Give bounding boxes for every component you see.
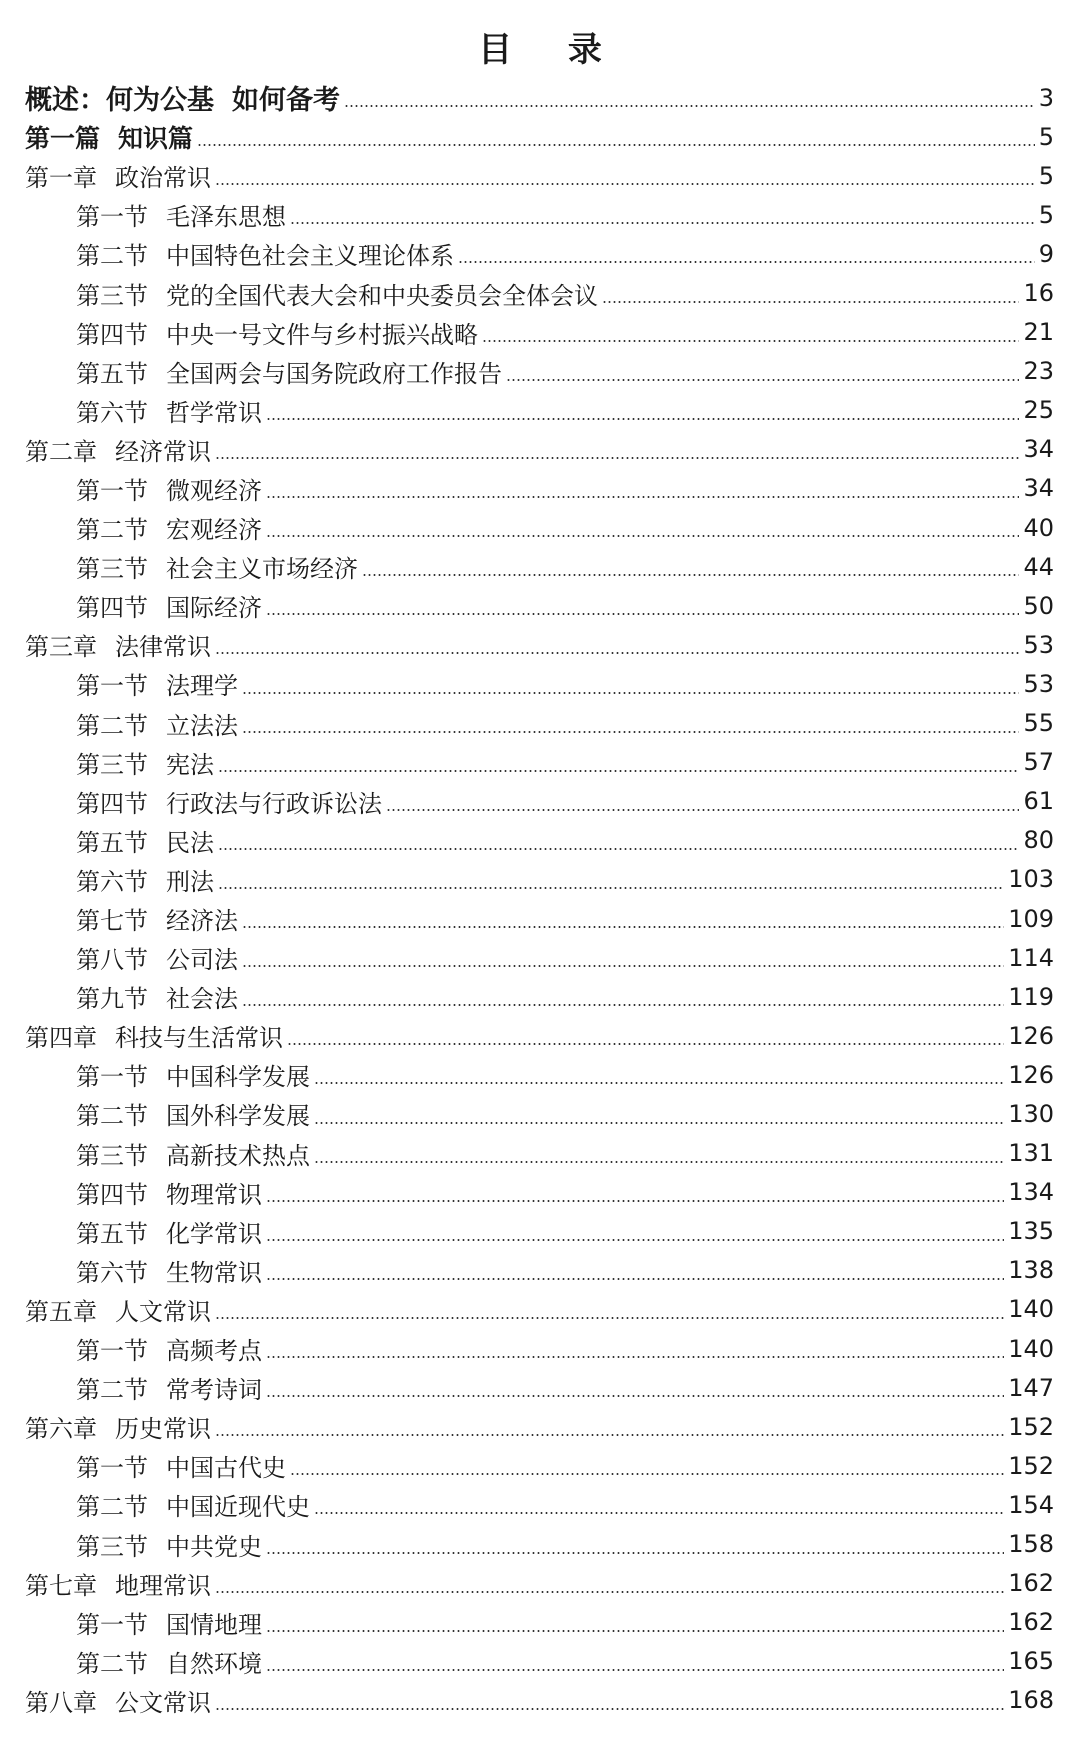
dot-leader (314, 1082, 1004, 1084)
toc-entry-page-number: 162 (1008, 1608, 1054, 1637)
toc-entry-page-number: 165 (1008, 1647, 1054, 1676)
toc-entry-number: 第一节 (76, 1610, 148, 1639)
toc-entry[interactable] (0, 508, 1080, 547)
toc-entry-title: 社会主义市场经济 (166, 555, 358, 584)
toc-entry-title: 全国两会与国务院政府工作报告 (166, 359, 502, 388)
toc-entry[interactable] (0, 1368, 1080, 1407)
toc-entry-number: 第一节 (76, 476, 148, 505)
toc-entry-title: 公文常识 (115, 1688, 211, 1717)
toc-entry-page-number: 61 (1023, 787, 1054, 816)
toc-entry[interactable] (0, 1485, 1080, 1524)
toc-entry[interactable] (0, 234, 1080, 273)
toc-entry-title: 民法 (166, 828, 214, 857)
toc-entry-title: 人文常识 (115, 1297, 211, 1326)
toc-entry-page-number: 130 (1008, 1099, 1054, 1128)
toc-entry[interactable] (0, 78, 1080, 117)
dot-leader (314, 1122, 1004, 1124)
toc-entry-number: 第三节 (76, 555, 148, 584)
toc-entry[interactable] (0, 430, 1080, 469)
toc-entry[interactable] (0, 1055, 1080, 1094)
dot-leader (482, 340, 1019, 342)
toc-entry[interactable] (0, 586, 1080, 625)
toc-entry-title: 中国科学发展 (166, 1063, 310, 1092)
toc-entry-number: 第五节 (76, 1219, 148, 1248)
toc-entry-title: 微观经济 (166, 476, 262, 505)
toc-entry[interactable] (0, 1407, 1080, 1446)
dot-leader (362, 574, 1019, 576)
toc-entry-number: 第二节 (76, 1376, 148, 1405)
toc-entry-number: 第六章 (25, 1415, 97, 1444)
dot-leader (215, 1708, 1004, 1710)
dot-leader (218, 848, 1019, 850)
toc-entry-number: 第六节 (76, 398, 148, 427)
toc-entry-title: 高频考点 (166, 1337, 262, 1366)
toc-entry[interactable] (0, 625, 1080, 664)
toc-entry-page-number: 134 (1008, 1178, 1054, 1207)
toc-entry-number: 第八节 (76, 946, 148, 975)
toc-entry[interactable] (0, 1173, 1080, 1212)
toc-entry-title: 立法法 (166, 711, 238, 740)
toc-entry[interactable] (0, 1329, 1080, 1368)
toc-entry-page-number: 131 (1008, 1139, 1054, 1168)
toc-entry-label (76, 1487, 310, 1522)
toc-entry[interactable] (0, 938, 1080, 977)
toc-entry-title: 宪法 (166, 750, 214, 779)
toc-entry-title: 毛泽东思想 (166, 203, 286, 232)
dot-leader (266, 613, 1019, 615)
toc-entry-label (76, 1644, 262, 1679)
toc-entry-page-number: 147 (1008, 1373, 1054, 1402)
toc-entry-number: 第七章 (25, 1571, 97, 1600)
toc-entry-title: 高新技术热点 (166, 1141, 310, 1170)
dot-leader (215, 1434, 1004, 1436)
toc-entry-page-number: 16 (1023, 279, 1054, 308)
toc-entry-number: 第一节 (76, 672, 148, 701)
toc-entry-label (76, 354, 502, 389)
toc-entry-page-number: 135 (1008, 1217, 1054, 1246)
toc-entry-label (76, 1331, 262, 1366)
toc-entry-number: 第三节 (76, 281, 148, 310)
toc-entry-label (76, 979, 238, 1014)
toc-entry-title: 行政法与行政诉讼法 (166, 789, 382, 818)
toc-entry[interactable] (0, 1524, 1080, 1563)
toc-entry-label (76, 1253, 262, 1288)
toc-entry-label (76, 940, 238, 975)
dot-leader (266, 1552, 1004, 1554)
dot-leader (242, 731, 1019, 733)
toc-entry-title: 国情地理 (166, 1610, 262, 1639)
toc-entry[interactable] (0, 1564, 1080, 1603)
toc-entry-page-number: 23 (1023, 357, 1054, 386)
toc-entry[interactable] (0, 117, 1080, 156)
toc-entry[interactable] (0, 391, 1080, 430)
toc-entry-title: 中央一号文件与乡村振兴战略 (166, 320, 478, 349)
toc-entry-page-number: 34 (1023, 435, 1054, 464)
dot-leader (266, 1356, 1004, 1358)
toc-entry-page-number: 119 (1008, 982, 1054, 1011)
dot-leader (215, 652, 1019, 654)
toc-entry[interactable] (0, 743, 1080, 782)
toc-entry-page-number: 103 (1008, 865, 1054, 894)
page-title: 目 录 (478, 30, 624, 70)
toc-entry-label (76, 1605, 262, 1640)
dot-leader (266, 1239, 1004, 1241)
toc-entry-label (25, 1409, 211, 1444)
dot-leader (266, 1630, 1004, 1632)
toc-entry-page-number: 53 (1023, 669, 1054, 698)
toc-entry-number: 第一节 (76, 1454, 148, 1483)
toc-entry[interactable] (0, 313, 1080, 352)
dot-leader (215, 1591, 1004, 1593)
toc-entry[interactable] (0, 1642, 1080, 1681)
toc-entry-number: 第一章 (25, 164, 97, 193)
toc-entry-label (76, 393, 262, 428)
toc-entry-title: 如何备考 (232, 85, 340, 117)
toc-entry-page-number: 168 (1008, 1686, 1054, 1715)
toc-entry-label (76, 197, 286, 232)
toc-entry-label (25, 78, 340, 117)
toc-entry[interactable] (0, 1681, 1080, 1720)
toc-entry-title: 常考诗词 (166, 1376, 262, 1405)
dot-leader (290, 222, 1035, 224)
dot-leader (506, 379, 1019, 381)
toc-entry-page-number: 5 (1038, 200, 1054, 229)
toc-entry-label (76, 901, 238, 936)
toc-entry[interactable] (0, 1603, 1080, 1642)
dot-leader (314, 1161, 1004, 1163)
dot-leader (458, 261, 1035, 263)
toc-entry-title: 党的全国代表大会和中央委员会全体会议 (166, 281, 598, 310)
dot-leader (242, 1004, 1004, 1006)
toc-entry[interactable] (0, 1212, 1080, 1251)
toc-entry-label (76, 510, 262, 545)
toc-entry-title: 化学常识 (166, 1219, 262, 1248)
toc-entry-page-number: 138 (1008, 1256, 1054, 1285)
toc-entry-number: 第一篇 (25, 123, 101, 153)
toc-entry-label (76, 1214, 262, 1249)
toc-entry-title: 中国古代史 (166, 1454, 286, 1483)
toc-entry-label (76, 1136, 310, 1171)
dot-leader (215, 457, 1019, 459)
toc-entry[interactable] (0, 547, 1080, 586)
toc-entry-label (76, 315, 478, 350)
toc-entry-page-number: 154 (1008, 1490, 1054, 1519)
dot-leader (242, 965, 1004, 967)
toc-entry-number: 第五节 (76, 828, 148, 857)
toc-entry-page-number: 152 (1008, 1451, 1054, 1480)
toc-entry-number: 第二章 (25, 437, 97, 466)
dot-leader (266, 1200, 1004, 1202)
toc-entry-number: 第四节 (76, 789, 148, 818)
toc-entry-label (25, 432, 211, 467)
toc-entry-page-number: 5 (1038, 122, 1054, 151)
toc-entry-number: 第四节 (76, 320, 148, 349)
toc-entry-label (76, 666, 238, 701)
toc-entry-number: 第二节 (76, 1649, 148, 1678)
toc-entry-page-number: 40 (1023, 513, 1054, 542)
toc-entry-title: 政治常识 (115, 164, 211, 193)
toc-entry-title: 中国特色社会主义理论体系 (166, 242, 454, 271)
toc-entry-label (25, 1018, 283, 1053)
dot-leader (266, 1395, 1004, 1397)
dot-leader (218, 770, 1019, 772)
toc-entry-label (25, 627, 211, 662)
toc-entry[interactable] (0, 195, 1080, 234)
toc-entry-title: 哲学常识 (166, 398, 262, 427)
toc-entry-page-number: 126 (1008, 1060, 1054, 1089)
toc-entry-title: 物理常识 (166, 1180, 262, 1209)
toc-entry-title: 中国近现代史 (166, 1493, 310, 1522)
dot-leader (602, 301, 1019, 303)
toc-entry-label (76, 1448, 286, 1483)
toc-entry-page-number: 126 (1008, 1021, 1054, 1050)
toc-entry-title: 公司法 (166, 946, 238, 975)
toc-entry-page-number: 152 (1008, 1412, 1054, 1441)
toc-entry-number: 第三节 (76, 750, 148, 779)
toc-entry-label (76, 1370, 262, 1405)
toc-entry-number: 第九节 (76, 985, 148, 1014)
toc-entry-label (76, 1175, 262, 1210)
dot-leader (197, 144, 1035, 146)
toc-entry-number: 第二节 (76, 1493, 148, 1522)
toc-entry-label (76, 549, 358, 584)
dot-leader (287, 1043, 1004, 1045)
toc-entry-number: 第三节 (76, 1532, 148, 1561)
toc-entry[interactable] (0, 1134, 1080, 1173)
toc-entry-label (25, 1566, 211, 1601)
dot-leader (266, 535, 1019, 537)
toc-entry[interactable] (0, 860, 1080, 899)
toc-entry-label (25, 158, 211, 193)
toc-entry-page-number: 140 (1008, 1334, 1054, 1363)
toc-entry[interactable] (0, 352, 1080, 391)
toc-entry-title: 法理学 (166, 672, 238, 701)
dot-leader (386, 809, 1019, 811)
toc-entry-title: 社会法 (166, 985, 238, 1014)
dot-leader (218, 887, 1004, 889)
toc-entry[interactable] (0, 899, 1080, 938)
toc-entry-page-number: 50 (1023, 591, 1054, 620)
toc-entry[interactable] (0, 156, 1080, 195)
toc-entry[interactable] (0, 1016, 1080, 1055)
toc-entry-label (76, 745, 214, 780)
toc-entry-label (76, 823, 214, 858)
toc-entry-number: 第一节 (76, 1337, 148, 1366)
toc-entry-label (76, 588, 262, 623)
toc-entry-number: 第六节 (76, 1258, 148, 1287)
toc-entry-label (76, 276, 598, 311)
toc-entry-number: 第三章 (25, 633, 97, 662)
dot-leader (266, 418, 1019, 420)
toc-entry-title: 法律常识 (115, 633, 211, 662)
toc-entry-number: 第四节 (76, 1180, 148, 1209)
toc-entry-number: 第六节 (76, 867, 148, 896)
toc-entry-number: 第七节 (76, 907, 148, 936)
toc-entry[interactable] (0, 977, 1080, 1016)
toc-entry-number: 第二节 (76, 1102, 148, 1131)
toc-entry[interactable] (0, 1094, 1080, 1133)
toc-entry[interactable] (0, 821, 1080, 860)
toc-entry-title: 国际经济 (166, 594, 262, 623)
toc-entry-number: 第一节 (76, 203, 148, 232)
toc-entry-title: 历史常识 (115, 1415, 211, 1444)
toc-entry-number: 第三节 (76, 1141, 148, 1170)
toc-entry-page-number: 57 (1023, 748, 1054, 777)
toc-entry-title: 科技与生活常识 (115, 1024, 283, 1053)
toc-entry-page-number: 44 (1023, 552, 1054, 581)
toc-entry-title: 地理常识 (115, 1571, 211, 1600)
toc-entry[interactable] (0, 782, 1080, 821)
dot-leader (266, 1669, 1004, 1671)
toc-entry-number: 第二节 (76, 711, 148, 740)
toc-entry-page-number: 140 (1008, 1295, 1054, 1324)
dot-leader (215, 183, 1035, 185)
toc-entry[interactable] (0, 1290, 1080, 1329)
toc-entry-page-number: 34 (1023, 474, 1054, 503)
toc-entry-label (76, 706, 238, 741)
toc-entry-title: 国外科学发展 (166, 1102, 310, 1131)
toc-entry-label (76, 236, 454, 271)
toc-entry-label (76, 784, 382, 819)
toc-entry-page-number: 53 (1023, 630, 1054, 659)
toc-entry-title: 经济常识 (115, 437, 211, 466)
toc-entry-page-number: 80 (1023, 826, 1054, 855)
toc-entry-page-number: 3 (1038, 83, 1054, 112)
dot-leader (242, 926, 1004, 928)
toc-entry[interactable] (0, 664, 1080, 703)
toc-entry[interactable] (0, 704, 1080, 743)
toc-entry-page-number: 109 (1008, 904, 1054, 933)
dot-leader (314, 1512, 1004, 1514)
dot-leader (242, 692, 1019, 694)
toc-entry-label (25, 1683, 211, 1718)
toc-entry-page-number: 9 (1038, 239, 1054, 268)
toc-entry-page-number: 55 (1023, 709, 1054, 738)
toc-entry-page-number: 114 (1008, 943, 1054, 972)
toc-entry-number: 第一节 (76, 1063, 148, 1092)
toc-entry[interactable] (0, 469, 1080, 508)
toc-entry-number: 第二节 (76, 242, 148, 271)
dot-leader (215, 1317, 1004, 1319)
dot-leader (266, 1278, 1004, 1280)
toc-entry-page-number: 25 (1023, 396, 1054, 425)
dot-leader (344, 105, 1035, 107)
toc-entry[interactable] (0, 1446, 1080, 1485)
toc-list (0, 78, 1080, 1720)
toc-entry-number: 第二节 (76, 516, 148, 545)
toc-entry-title: 经济法 (166, 907, 238, 936)
toc-entry-title: 宏观经济 (166, 516, 262, 545)
toc-entry-number: 第五章 (25, 1297, 97, 1326)
toc-entry-title: 知识篇 (118, 123, 194, 153)
toc-entry-label (76, 1057, 310, 1092)
toc-entry-number: 概述：何为公基 (25, 85, 214, 117)
toc-entry-label (25, 1292, 211, 1327)
toc-entry[interactable] (0, 273, 1080, 312)
toc-entry-title: 中共党史 (166, 1532, 262, 1561)
toc-entry-number: 第四章 (25, 1024, 97, 1053)
toc-entry-label (25, 119, 193, 155)
toc-entry[interactable] (0, 1251, 1080, 1290)
toc-entry-number: 第四节 (76, 594, 148, 623)
toc-entry-number: 第五节 (76, 359, 148, 388)
dot-leader (290, 1473, 1004, 1475)
toc-entry-title: 生物常识 (166, 1258, 262, 1287)
toc-entry-label (76, 862, 214, 897)
toc-entry-page-number: 5 (1038, 161, 1054, 190)
dot-leader (266, 496, 1019, 498)
toc-entry-page-number: 21 (1023, 318, 1054, 347)
toc-entry-title: 刑法 (166, 867, 214, 896)
toc-entry-label (76, 471, 262, 506)
toc-entry-title: 自然环境 (166, 1649, 262, 1678)
toc-entry-label (76, 1096, 310, 1131)
toc-entry-label (76, 1527, 262, 1562)
toc-entry-page-number: 158 (1008, 1530, 1054, 1559)
toc-entry-page-number: 162 (1008, 1569, 1054, 1598)
toc-entry-number: 第八章 (25, 1688, 97, 1717)
